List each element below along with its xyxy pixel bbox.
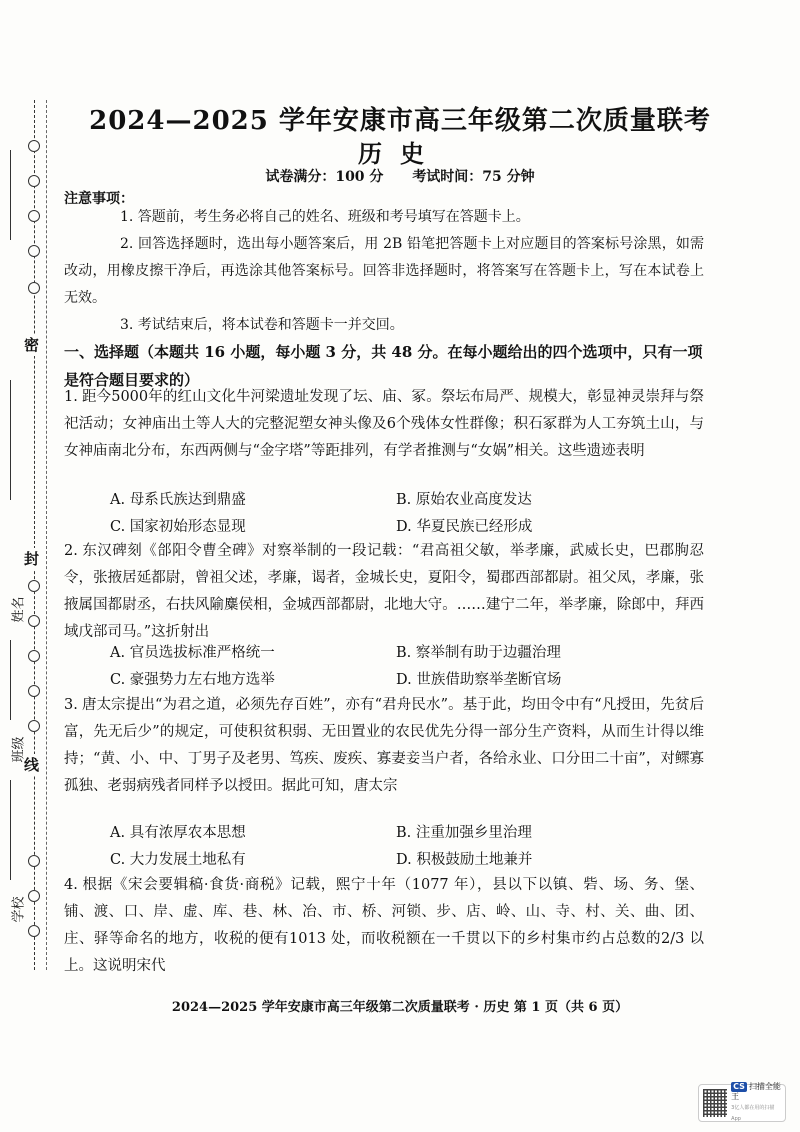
binding-ring <box>28 282 40 294</box>
option-b[interactable]: B. 原始农业高度发达 <box>396 492 532 508</box>
seal-word-feng: 封 <box>24 550 40 568</box>
question-stem: 距今5000年的红山文化牛河梁遗址发现了坛、庙、冢。祭坛布局严、规模大，彰显神灵崇拜与祭祀活动；女神庙出土等人大的完整泥塑女神头像及6个残体女性群像；积石冢群为人工夯筑土山，与女神庙南北分布，东西两侧与“金字塔”等距排列，有学者推测与“女娲”相关。这些遗迹表明 <box>64 389 704 459</box>
field-label-class: 班级 <box>11 736 27 763</box>
option-d[interactable]: D. 世族借助察举垄断官场 <box>396 672 562 688</box>
option-c[interactable]: C. 大力发展土地私有 <box>110 852 246 868</box>
question-4 <box>64 872 704 980</box>
full-score: 试卷满分：100 分 <box>265 169 384 185</box>
page-footer: 2024—2025 学年安康市高三年级第二次质量联考 · 历史 第 1 页（共 6 页） <box>171 1000 629 1015</box>
question-3-options <box>110 820 710 874</box>
page-title: 2024—2025 学年安康市高三年级第二次质量联考 <box>89 106 711 136</box>
note-item: 3. 考试结束后，将本试卷和答题卡一并交回。 <box>120 317 404 333</box>
question-2 <box>64 538 704 646</box>
field-line <box>10 380 11 500</box>
qr-code-icon <box>703 1089 727 1117</box>
binding-dashed-line <box>34 100 35 970</box>
option-c[interactable]: C. 豪强势力左右地方选举 <box>110 672 275 688</box>
question-number: 2. <box>64 543 78 559</box>
binding-ring <box>28 245 40 257</box>
seal-word-mi: 密 <box>24 336 40 354</box>
question-number: 4. <box>64 877 78 893</box>
binding-dashed-line-inner <box>46 100 47 970</box>
question-stem: 根据《宋会要辑稿·食货·商税》记载，熙宁十年（1077 年），县以下以镇、砦、场、务、堡、铺、渡、口、岸、虚、库、巷、林、冶、市、桥、河锁、步、店、岭、山、寺、村、关、曲、团、庄、驿等命名的地方，收税的便有1013 处，而收税额在一千贯以下的乡村集市约占总数的2/3 以上。这说明宋代 <box>64 877 704 974</box>
scanner-badge <box>698 1084 786 1122</box>
question-number: 3. <box>64 697 78 713</box>
binding-ring <box>28 890 40 902</box>
option-a[interactable]: A. 母系氏族达到鼎盛 <box>110 492 246 508</box>
option-d[interactable]: D. 华夏民族已经形成 <box>396 519 533 535</box>
option-a[interactable]: A. 官员选拔标准严格统一 <box>110 645 275 661</box>
notes-heading: 注意事项： <box>64 191 134 207</box>
section-title: 一、选择题（本题共 16 小题，每小题 3 分，共 48 分。在每小题给出的四个选项中，只有一项是符合题目要求的） <box>64 343 703 389</box>
seal-word-xian: 线 <box>24 756 40 774</box>
option-a[interactable]: A. 具有浓厚农本思想 <box>110 825 246 841</box>
question-3 <box>64 692 704 800</box>
field-label-name: 姓名 <box>11 596 27 623</box>
note-item: 1. 答题前，考生务必将自己的姓名、班级和考号填写在答题卡上。 <box>120 209 530 225</box>
option-b[interactable]: B. 察举制有助于边疆治理 <box>396 645 561 661</box>
binding-ring <box>28 720 40 732</box>
binding-ring <box>28 855 40 867</box>
binding-ring <box>28 925 40 937</box>
cs-logo: CS <box>733 1082 745 1091</box>
field-label-school: 学校 <box>11 896 27 923</box>
exam-duration: 考试时间：75 分钟 <box>412 169 535 185</box>
option-b[interactable]: B. 注重加强乡里治理 <box>396 825 532 841</box>
exam-info <box>0 166 800 186</box>
question-2-options <box>110 640 710 694</box>
question-number: 1. <box>64 389 78 405</box>
binding-ring <box>28 615 40 627</box>
question-stem: 东汉碑刻《郃阳令曹全碑》对察举制的一段记载：“君高祖父敏，举孝廉，武威长史，巴郡朐忍令，张掖居延都尉，曾祖父述，孝廉，谒者，金城长史，夏阳令，蜀郡西部都尉。祖父凤，孝廉，张掖属国都尉丞，右扶风隃麋侯相，金城西部都尉，北地大守。……建宁二年，举孝廉，除郎中，拜西域戊部司马。”这折射出 <box>64 543 704 640</box>
option-d[interactable]: D. 积极鼓励土地兼并 <box>396 852 533 868</box>
badge-subtitle: 3亿人都在用的扫描App <box>731 1105 775 1122</box>
question-1 <box>64 384 704 465</box>
field-line <box>10 640 11 720</box>
badge-text <box>731 1082 781 1124</box>
binding-ring <box>28 210 40 222</box>
note-item: 2. 回答选择题时，选出每小题答案后，用 2B 铅笔把答题卡上对应题目的答案标号涂黑，如需改动，用橡皮擦干净后，再选涂其他答案标号。回答非选择题时，将答案写在答题卡上，写在本试卷上无效。 <box>64 236 704 306</box>
field-line <box>10 780 11 880</box>
binding-ring <box>28 650 40 662</box>
question-1-options <box>110 487 710 541</box>
option-c[interactable]: C. 国家初始形态显现 <box>110 519 246 535</box>
question-stem: 唐太宗提出“为君之道，必须先存百姓”，亦有“君舟民水”。基于此，均田令中有“凡授田，先贫后富，先无后少”的规定，可使积贫积弱、无田置业的农民优先分得一部分生产资料，从而生计得以维持；“黄、小、中、丁男子及老男、笃疾、废疾、寡妻妾当户者，各给永业、口分田二十亩”，对鳏寡孤独、老弱病残者同样予以授田。据此可知，唐太宗 <box>64 697 704 794</box>
subject-title: 历史 <box>358 139 442 168</box>
binding-ring <box>28 580 40 592</box>
binding-ring <box>28 685 40 697</box>
badge-name: 扫描全能王 <box>731 1082 781 1101</box>
